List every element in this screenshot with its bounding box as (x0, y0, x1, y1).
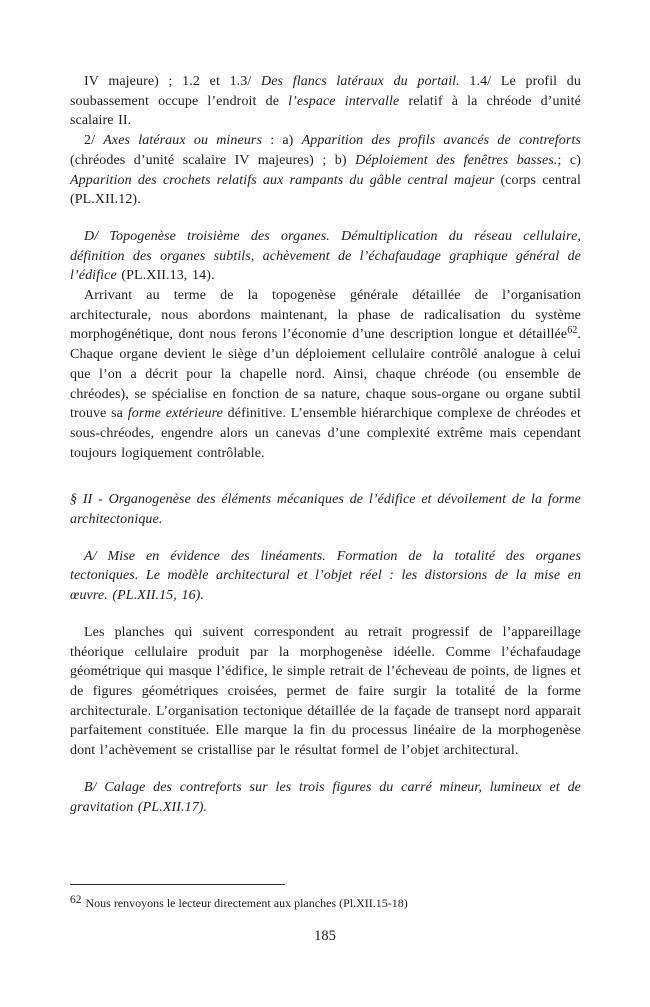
footnote-marker: 62 (70, 894, 82, 906)
continuation-paragraph (70, 72, 581, 131)
section-b-heading (70, 778, 581, 817)
text-run: définitive. L’ensemble hiérarchique complexe de chréodes et sous-chréodes, engendre alors un canevas d’une complexité extrême mais cependant toujours logiquement contrôlable. (70, 406, 581, 461)
italic-run: Apparition des profils avancés de contreforts (301, 133, 581, 149)
section-ii-heading (70, 490, 581, 529)
text-run: (corps central (PL.XII.12). (70, 172, 581, 208)
italic-run: B/ Calage des contreforts sur les trois figures du carré mineur, lumineux et de gravitation (PL.XII.17). (70, 779, 581, 815)
footnote-reference: 62 (567, 325, 578, 337)
arrivant-paragraph (70, 286, 581, 463)
footnote-text: Nous renvoyons le lecteur directement aux planches (Pl.XII.15-18) (85, 896, 408, 910)
text-block (70, 72, 581, 817)
text-run: relatif à la chréode d’unité scalaire II. (70, 93, 581, 129)
axes-lateraux-paragraph (70, 131, 581, 210)
text-run: 1.4/ Le profil du soubassement occupe l’endroit de (70, 74, 582, 109)
text-run: : a) (262, 133, 302, 149)
text-run: . Chaque organe devient le siège d’un déploiement cellulaire contrôlé analogue à celui que l’on a décrit pour la chapelle nord. Ainsi, chaque chréode (ou ensemble de chréodes), se spécialise en fonction de sa nature, chaque sous-organe ou organe subtil trouve sa (70, 327, 581, 422)
italic-run: l’espace intervalle (288, 93, 400, 109)
text-run: ; c) (557, 152, 581, 168)
italic-run: Déploiement des fenêtres basses. (355, 152, 558, 168)
italic-run: Des flancs latéraux du portail. (261, 74, 460, 89)
italic-run: forme extérieure (127, 406, 223, 422)
section-a-heading (70, 547, 581, 606)
section-d-heading (70, 227, 581, 286)
italic-run: § II - Organogenèse des éléments mécaniques de l’édifice et dévoilement de la forme architectonique. (70, 492, 581, 528)
footnote (70, 893, 581, 911)
footnote-separator (70, 884, 285, 885)
text-run: 2/ (84, 133, 104, 149)
italic-run: A/ Mise en évidence des linéaments. Formation de la totalité des organes tectoniques. Le modèle architectural et l’objet réel : les distorsions de la mise en œuvre. (PL.XII.15, 16). (70, 548, 581, 604)
italic-run: Axes latéraux ou mineurs (103, 133, 263, 149)
footnote-area (70, 884, 581, 911)
italic-run: Apparition des crochets relatifs aux rampants du gâble central majeur (70, 172, 495, 188)
text-run: (chréodes d’unité scalaire IV majeures) ; b) (70, 152, 356, 168)
text-run: (PL.XII.13, 14). (121, 268, 215, 284)
text-run: IV majeure) ; 1.2 et 1.3/ (84, 74, 262, 89)
les-planches-paragraph (70, 623, 581, 761)
italic-run: D/ Topogenèse troisième des organes. Démultiplication du réseau cellulaire, définition des organes subtils, achèvement de l’échafaudage graphique général de l’édifice (70, 228, 581, 284)
page-number: 185 (314, 928, 336, 944)
text-run: Arrivant au terme de la topogenèse générale détaillée de l’organisation architecturale, nous abordons maintenant, la phase de radicalisation du système morphogénétique, dont nous ferons l’économie d’une description longue et détaillée (70, 288, 581, 343)
text-run: Les planches qui suivent correspondent au retrait progressif de l’appareillage théorique cellulaire produit par la morphogenèse idéelle. Comme l’échafaudage géométrique qui masque l’édifice, le simple retrait de l’écheveau de points, de lignes et de figures géométriques croisées, permet de faire surgir la totalité de la forme architecturale. L’organisation tectonique détaillée de la façade de transept nord apparait parfaitement constituée. Elle marque la fin du processus linéaire de la morphogenèse dont l’achèvement se cristallise par le résultat formel de l’objet architectural. (70, 624, 581, 759)
